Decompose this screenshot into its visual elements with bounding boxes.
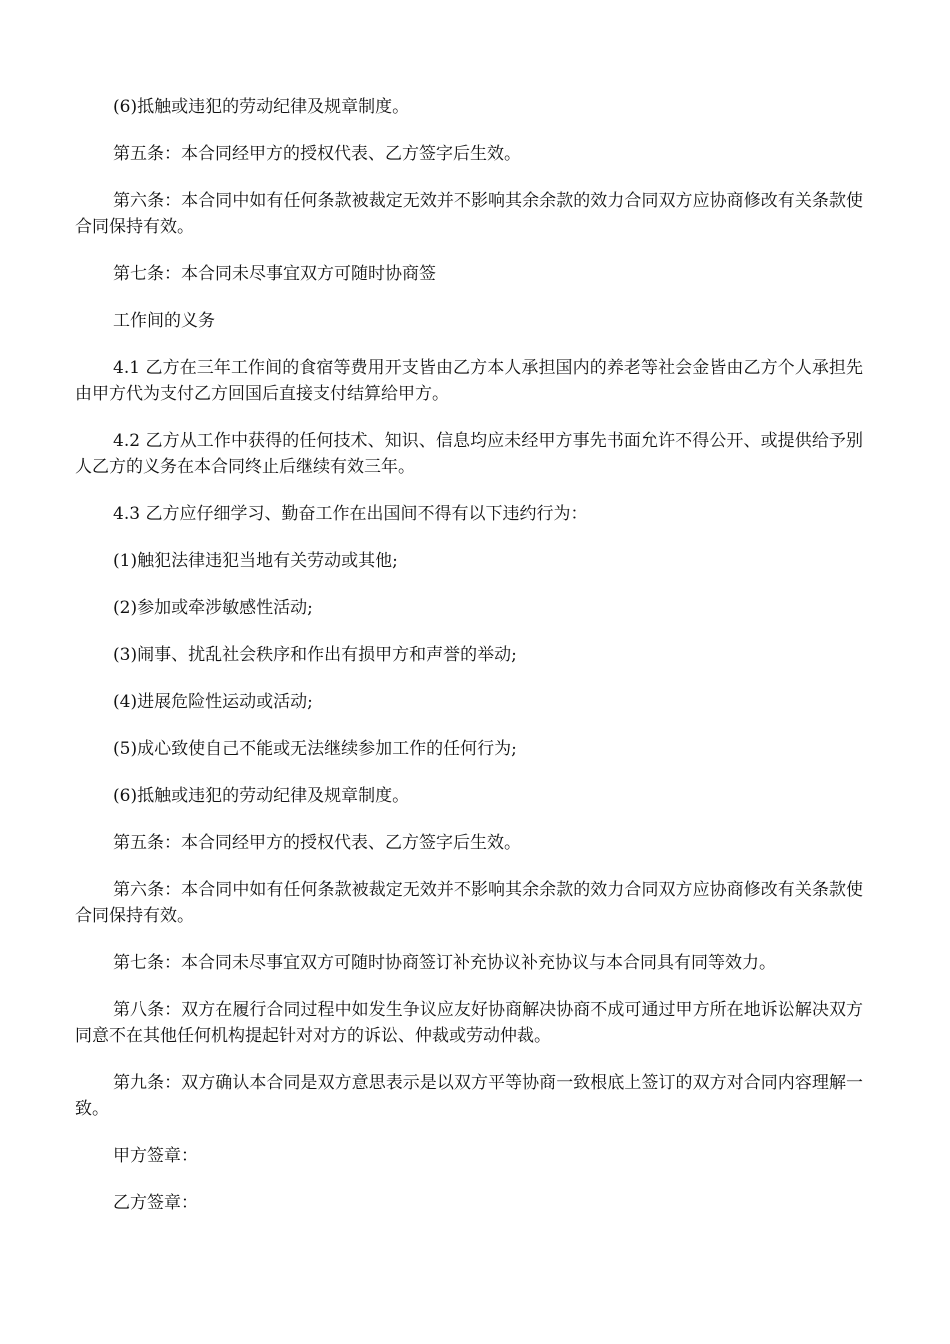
party-a-signature-label: 甲方签章： [113, 1146, 198, 1166]
article-9-paragraph: 第九条：双方确认本合同是双方意思表示是以双方平等协商一致根底上签订的双方对合同内容理解一致。 [75, 1073, 863, 1119]
list-item-3: (3)闹事、扰乱社会秩序和作出有损甲方和声誉的举动; [113, 645, 517, 665]
clause-4-3-paragraph: 4.3 乙方应仔细学习、勤奋工作在出国间不得有以下违约行为： [113, 504, 588, 524]
list-item-6: (6)抵触或违犯的劳动纪律及规章制度。 [113, 786, 410, 806]
list-item-4: (4)进展危险性运动或活动; [113, 692, 313, 712]
clause-4-1-paragraph: 4.1 乙方在三年工作间的食宿等费用开支皆由乙方本人承担国内的养老等社会金皆由乙方个人承担先由甲方代为支付乙方回国后直接支付结算给甲方。 [75, 358, 863, 404]
article-5-paragraph-repeat: 第五条：本合同经甲方的授权代表、乙方签字后生效。 [113, 833, 521, 853]
section-heading-duties: 工作间的义务 [113, 311, 215, 331]
list-item-5: (5)成心致使自己不能或无法继续参加工作的任何行为; [113, 739, 517, 759]
article-5-paragraph: 第五条：本合同经甲方的授权代表、乙方签字后生效。 [113, 144, 521, 164]
article-8-paragraph: 第八条：双方在履行合同过程中如发生争议应友好协商解决协商不成可通过甲方所在地诉讼解决双方同意不在其他任何机构提起针对对方的诉讼、仲裁或劳动仲裁。 [75, 1000, 863, 1046]
list-item-2: (2)参加或牵涉敏感性活动; [113, 598, 313, 618]
paragraph-item-6-repeat-top: (6)抵触或违犯的劳动纪律及规章制度。 [113, 97, 410, 117]
article-7-paragraph: 第七条：本合同未尽事宜双方可随时协商签订补充协议补充协议与本合同具有同等效力。 [113, 953, 776, 973]
article-6-paragraph: 第六条：本合同中如有任何条款被裁定无效并不影响其余余款的效力合同双方应协商修改有关条款使合同保持有效。 [75, 191, 863, 237]
party-b-signature-label: 乙方签章： [113, 1193, 198, 1213]
article-6-paragraph-repeat: 第六条：本合同中如有任何条款被裁定无效并不影响其余余款的效力合同双方应协商修改有关条款使合同保持有效。 [75, 880, 863, 926]
clause-4-2-paragraph: 4.2 乙方从工作中获得的任何技术、知识、信息均应未经甲方事先书面允许不得公开、或提供给予别人乙方的义务在本合同终止后继续有效三年。 [75, 431, 863, 477]
list-item-1: (1)触犯法律违犯当地有关劳动或其他; [113, 551, 398, 571]
document-body [75, 94, 863, 1237]
article-7-partial-paragraph: 第七条：本合同未尽事宜双方可随时协商签 [113, 264, 436, 284]
